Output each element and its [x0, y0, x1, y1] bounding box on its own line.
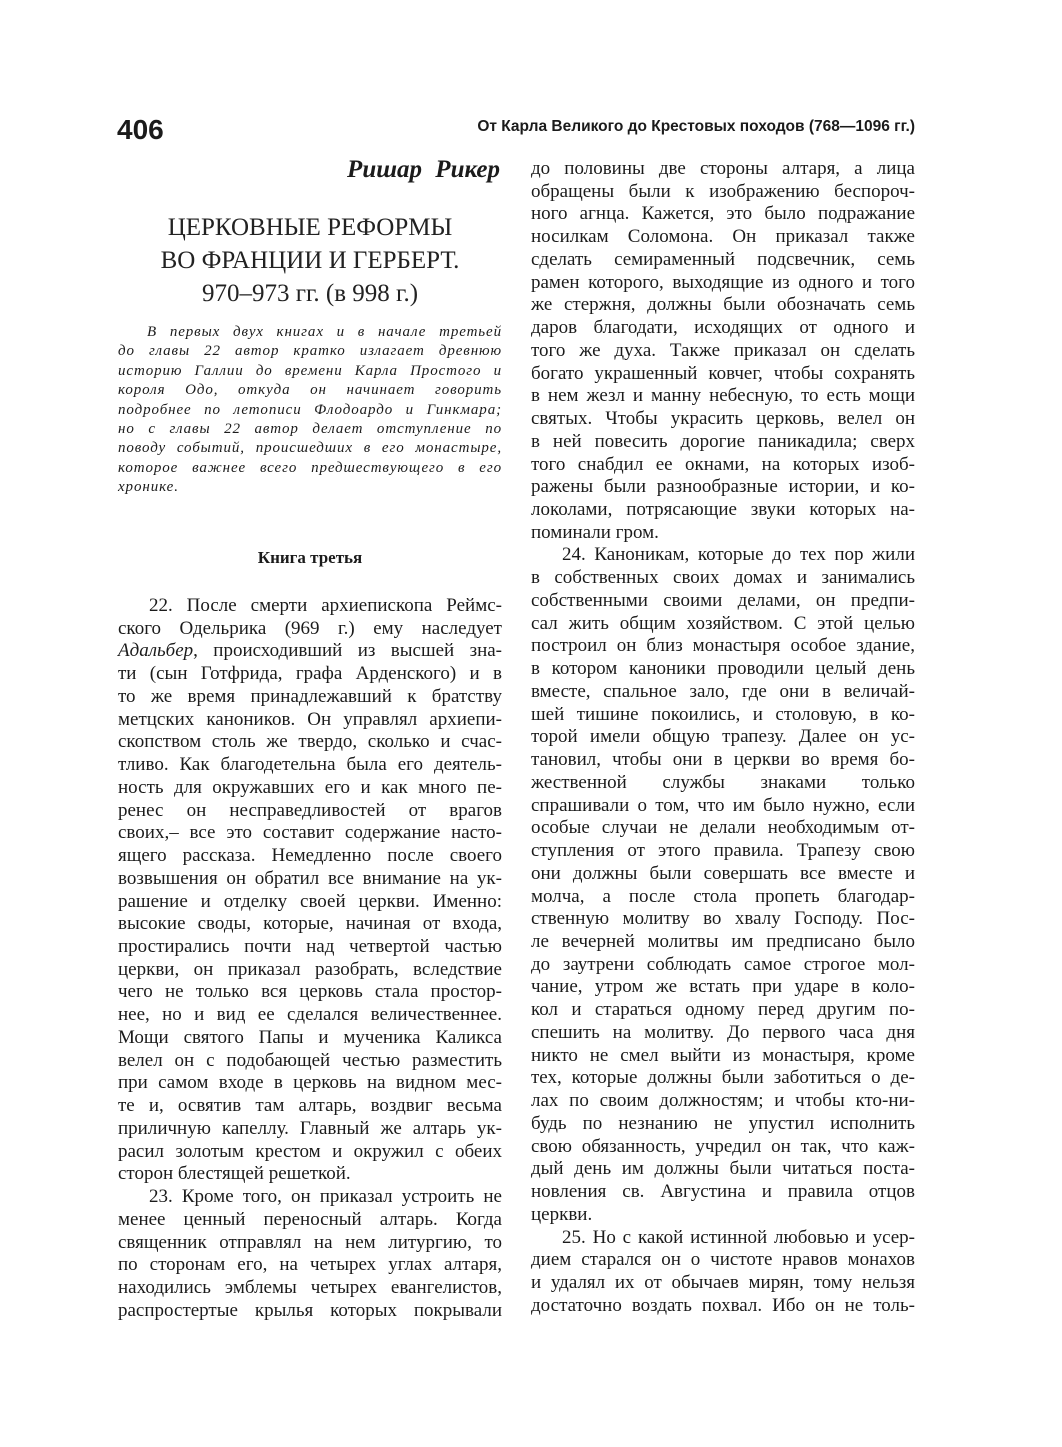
text-line: богато украшенный ковчег, чтобы сохранять: [531, 362, 915, 384]
text-line: распростертые крылья которых покрывали: [118, 1299, 502, 1321]
text-line: дием старался он о чистоте нравов монахов: [531, 1249, 915, 1271]
text-line: в собственных своих домах и занимались: [531, 567, 915, 589]
text-line: до главы 22 автор кратко излагает древнюю: [118, 343, 502, 360]
text-line: ле вечерней молитвы им предписано было: [531, 930, 915, 952]
editorial-abstract: [118, 323, 502, 498]
text-line: носилкам Соломона. Он приказал также: [531, 226, 915, 248]
text-line: скопством столь же твердо, сколько и счас-: [118, 731, 502, 753]
text-line: обращены были к изображению беспороч-: [531, 180, 915, 202]
text-line: шей тишине покоились, и столовую, в ко-: [531, 703, 915, 725]
text-line: тливо. Как благодетельна была его деятель-: [118, 754, 502, 776]
text-line: приличную капеллу. Главный же алтарь ук-: [118, 1117, 502, 1139]
text-line: того же духа. Также приказал он сделать: [531, 339, 915, 361]
text-line: Мощи святого Папы и мученика Каликса: [118, 1026, 502, 1048]
text-line: церкви.: [531, 1203, 593, 1225]
text-line: лах по своим должностям; и чтобы кто-ни-: [531, 1090, 915, 1112]
text-line: то же время принадлежавший к братству: [118, 685, 502, 707]
text-line: сделать семираменный подсвечник, семь: [531, 248, 915, 270]
text-line: поводу событий, происшедших в его монастыре,: [118, 440, 502, 457]
text-line: чание, утром же встать при ударе в коло-: [531, 976, 915, 998]
text-line: собственными своими делами, он предпи-: [531, 589, 915, 611]
text-line: до заутрени соблюдать самое строгое мол-: [531, 953, 915, 975]
text-line: церкви, он приказал разобрать, вследствие: [118, 958, 502, 980]
text-line: ражены были разнообразные истории, и ко-: [531, 476, 915, 498]
text-line: короля Одо, откуда он начинает говорить: [118, 382, 502, 399]
right-text-column: [531, 158, 915, 1317]
text-line: ственную молитву во хвалу Господу. Пос-: [531, 908, 915, 930]
text-line: те и, освятив там алтарь, воздвиг весьма: [118, 1095, 502, 1117]
text-line: историю Галлии до времени Карла Простого и: [118, 362, 502, 379]
running-title: От Карла Великого до Крестовых походов (768—1096 гг.): [477, 118, 915, 135]
text-line: высокие своды, которые, начиная от входа,: [118, 913, 502, 935]
paragraph-25-start: [531, 1227, 915, 1318]
text-line: 25. Но с какой истинной любовью и усер-: [562, 1226, 915, 1248]
text-line: сторон блестящей решеткой.: [118, 1163, 351, 1185]
paragraph-23-continued: [531, 158, 915, 544]
paragraph-24: [531, 544, 915, 1226]
text-line: [118, 640, 502, 663]
text-line: хронике.: [118, 479, 179, 496]
text-line: чего не только вся церковь стала простор-: [118, 981, 502, 1003]
text-line: вместе, спальное зало, где они в величай-: [531, 680, 915, 702]
text-line: они должны были совершать все вместе и: [531, 862, 915, 884]
text-line: ного агнца. Кажется, это было подражание: [531, 203, 915, 225]
text-line: поминали гром.: [531, 521, 659, 543]
text-line: свою обязанность, учредил он так, что каж-: [531, 1135, 915, 1157]
text-line: даров благодати, исходящих от одного и: [531, 317, 915, 339]
text-line: 22. После смерти архиепископа Реймс-: [149, 595, 502, 616]
text-line: достаточно воздать похвал. Ибо он не толь-: [531, 1294, 915, 1316]
paragraph-23-start: [118, 1186, 502, 1322]
text-line: ренес он несправедливостей от врагов: [118, 799, 502, 821]
text-line: дый день им должны были читаться поста-: [531, 1158, 915, 1180]
chapter-title-line: ЦЕРКОВНЫЕ РЕФОРМЫ: [167, 214, 453, 241]
text-line: находились эмблемы четырех евангелистов,: [118, 1277, 502, 1299]
section-heading: Книга третья: [257, 548, 363, 567]
text-line: расил золотым крестом и окружил с обеих: [118, 1140, 502, 1162]
text-line: 24. Каноникам, которые до тех пор жили: [562, 544, 915, 566]
text-line: по сторонам его, на четырех углах алтаря,: [118, 1254, 502, 1276]
text-line: новления св. Августина и правила отцов: [531, 1181, 915, 1203]
text-line: возвышения он обратил все внимание на ук-: [118, 867, 502, 889]
text-line: того снабдил ее окнами, на которых изоб-: [531, 453, 915, 475]
text-line: спрашивали о том, что им было нужно, если: [531, 794, 915, 816]
text-line: своих,– все это составит содержание насто-: [118, 822, 502, 844]
text-line: простирались почти над четвертой частью: [118, 936, 502, 958]
text-line: в ней повесить дорогие паникадила; сверх: [531, 430, 915, 452]
text-line: будь по незнанию не упустил исполнить: [531, 1112, 915, 1134]
text-line: тановил, чтобы они в церкви во время бо-: [531, 749, 915, 771]
text-line: при самом входе в церковь на видном мес-: [118, 1072, 502, 1094]
text-line: жественной службы знаками только: [531, 771, 915, 793]
chapter-title-line: ВО ФРАНЦИИ И ГЕРБЕРТ.: [160, 247, 460, 274]
text-line: подробнее по летописи Флодоардо и Гинкмара;: [118, 401, 502, 418]
text-line: молча, а после стола пропеть благодар-: [531, 885, 915, 907]
text-line: ступления от этого правила. Трапезу свою: [531, 840, 915, 862]
text-line: но с главы 22 автор делает отступление по: [118, 421, 502, 438]
page-number: 406: [117, 114, 164, 145]
text-line: кол и стараться одному перед другим по-: [531, 999, 915, 1021]
text-line: священник отправлял на нем литургию, то: [118, 1231, 502, 1253]
text-line: нее, но и вид ее сделался величественнее.: [118, 1004, 502, 1026]
text-line: метцских каноников. Он управлял архиепи-: [118, 708, 502, 730]
text-line: менее ценный переносный алтарь. Когда: [118, 1208, 502, 1230]
text-line: до половины две стороны алтаря, а лица: [531, 158, 915, 179]
text-line: же стержня, должны были обозначать семь: [531, 294, 915, 316]
text-line: ти (сын Готфрида, графа Арденского) и в: [118, 663, 502, 685]
text-line: которое важнее всего предшествующего в его: [118, 459, 502, 476]
chapter-title: [118, 211, 502, 310]
text-line: рамен которого, выходящие из одного и того: [531, 271, 915, 293]
text-line: торой имели общую трапезу. Далее он ус-: [531, 726, 915, 748]
author-name: Ришар Рикер: [347, 156, 500, 183]
text-line: локолами, потрясающие звуки которых на-: [531, 499, 915, 521]
chapter-title-dates: 970–973 гг. (в 998 г.): [201, 280, 419, 307]
text-line: в нем жезл и манну небесную, то есть мощи: [531, 385, 915, 407]
text-line: ность для окружавших его и как много пе-: [118, 776, 502, 798]
text-line: построил он близ монастыря особое здание,: [531, 635, 915, 657]
text-segment: , происходивший из высшей зна-: [193, 640, 502, 662]
text-line: и удалял их от обычаев мирян, тому нельзя: [531, 1271, 915, 1293]
left-text-column: [118, 595, 502, 1323]
emphasized-name: Адальбер: [118, 640, 194, 662]
text-line: особые случаи не делали необходимым от-: [531, 817, 915, 839]
text-line: В первых двух книгах и в начале третьей: [147, 324, 502, 340]
text-line: святых. Чтобы украсить церковь, велел он: [531, 408, 915, 430]
paragraph-22: [118, 595, 502, 1186]
text-line: ящего рассказа. Немедленно после своего: [118, 845, 502, 867]
text-line: ского Одельрика (969 г.) ему наследует: [118, 617, 502, 639]
text-line: спешить на молитву. До первого часа дня: [531, 1021, 915, 1043]
text-line: рашение и отделку своей церкви. Именно:: [118, 890, 502, 912]
text-line: в котором каноники проводили целый день: [531, 658, 915, 680]
text-line: 23. Кроме того, он приказал устроить не: [149, 1186, 502, 1208]
text-line: сал жить общим хозяйством. С этой целью: [531, 612, 915, 634]
text-line: тех, которые должны были заботиться о де-: [531, 1067, 915, 1089]
text-line: велел он с подобающей честью разместить: [118, 1049, 502, 1071]
text-line: никто не смел выйти из монастыря, кроме: [531, 1044, 915, 1066]
